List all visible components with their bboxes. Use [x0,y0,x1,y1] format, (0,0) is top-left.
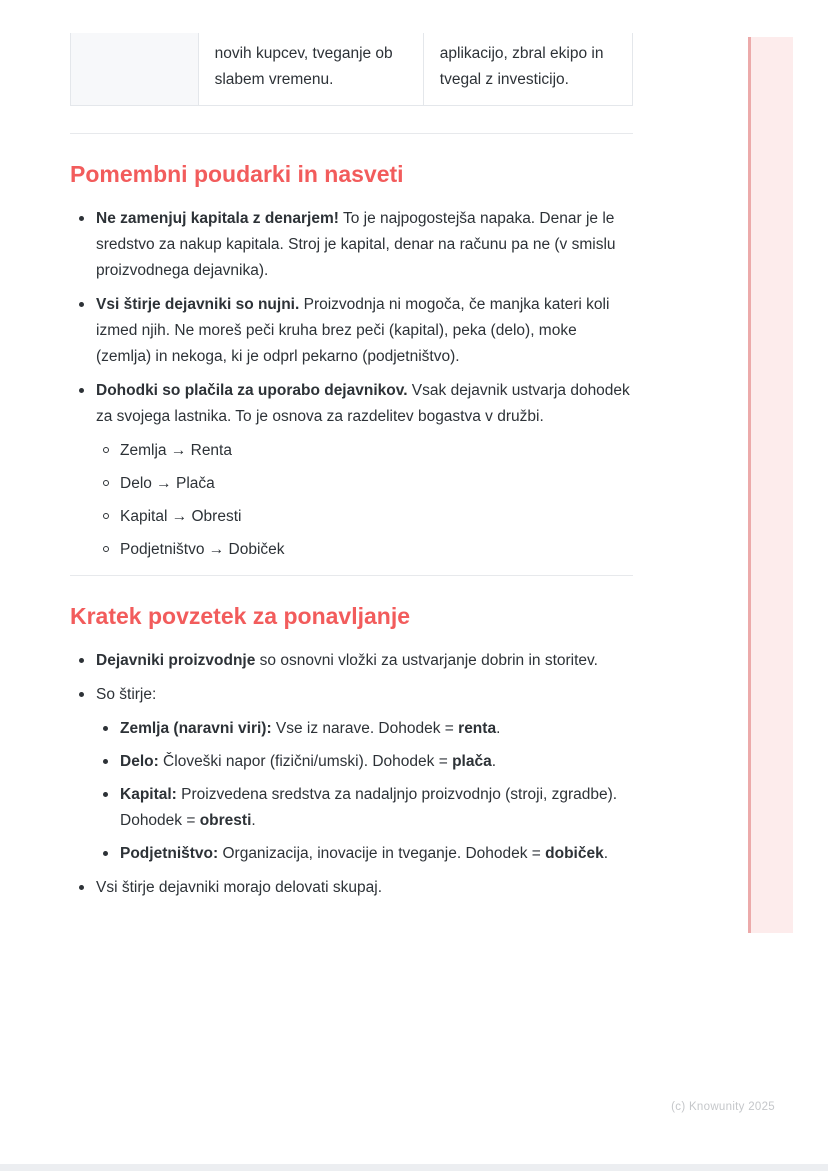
list-item [70,875,633,901]
list-item-text: Kapital → Obresti [120,508,242,525]
list-item [70,682,633,867]
section-title: Pomembni poudarki in nasveti [70,161,404,187]
list-item [96,716,633,742]
copyright-notice: (c) Knowunity 2025 [671,1101,775,1113]
list-item [96,471,633,497]
bullet-icon [103,759,108,764]
bullet-list [70,648,633,901]
list-item-text: Podjetništvo: Organizacija, inovacije in tveganje. Dohodek = dobiček. [120,845,609,862]
bullet-icon [103,851,108,856]
table-cell: aplikacijo, zbral ekipo in tvegal z investicijo. [423,33,632,105]
bullet-icon [103,792,108,797]
bullet-icon [103,726,108,731]
bullet-icon [79,302,84,307]
table-fragment [70,33,633,106]
list-item [96,749,633,775]
list-item [70,648,633,674]
list-item-text: Vsi štirje dejavniki so nujni. Proizvodnja ni mogoča, če manjka kateri koli izmed njih. Ne moreš peči kruha brez peči (kapital), peka (delo), moke (zemlja) in nekoga, ki je odprl pekarno (podjetništvo). [96,296,610,365]
list-item [96,841,633,867]
sub-bullet-list [96,438,633,563]
circle-bullet-icon [103,480,109,486]
section-highlights [70,160,633,563]
page-bottom-edge [0,1164,828,1171]
document-content [70,0,633,909]
list-item [96,537,633,563]
list-item [70,206,633,284]
list-item-text: Zemlja (naravni viri): Vse iz narave. Dohodek = renta. [120,720,501,737]
section-divider [70,133,633,134]
bullet-icon [79,216,84,221]
sub-bullet-list [96,716,633,867]
list-item-text: Dejavniki proizvodnje so osnovni vložki za ustvarjanje dobrin in storitev. [96,652,598,669]
scroll-indicator[interactable] [748,37,793,933]
list-item-text: Delo: Človeški napor (fizični/umski). Dohodek = plača. [120,753,497,770]
section-summary [70,602,633,901]
list-item-text: Ne zamenjuj kapitala z denarjem! To je najpogostejša napaka. Denar je le sredstvo za nakup kapitala. Stroj je kapital, denar na računu pa ne (v smislu proizvodnega dejavnika). [96,210,616,279]
bullet-icon [79,658,84,663]
bullet-icon [79,388,84,393]
list-item [70,292,633,370]
bullet-icon [79,692,84,697]
list-item [96,438,633,464]
circle-bullet-icon [103,447,109,453]
circle-bullet-icon [103,546,109,552]
list-item-text: So štirje: [96,686,157,703]
list-item-text: Zemlja → Renta [120,442,232,459]
list-item-text: Vsi štirje dejavniki morajo delovati skupaj. [96,879,383,896]
list-item [96,504,633,530]
list-item [96,782,633,834]
list-item-text: Delo → Plača [120,475,215,492]
section-title: Kratek povzetek za ponavljanje [70,603,411,629]
list-item-text: Kapital: Proizvedena sredstva za nadaljnjo proizvodnjo (stroji, zgradbe). Dohodek = obresti. [120,786,618,829]
list-item [70,378,633,563]
list-item-text: Podjetništvo → Dobiček [120,541,285,558]
table-cell-empty [71,33,198,105]
circle-bullet-icon [103,513,109,519]
list-item-text: Dohodki so plačila za uporabo dejavnikov. Vsak dejavnik ustvarja dohodek za svojega lastnika. To je osnova za razdelitev bogastva v družbi. [96,382,630,425]
table-cell: novih kupcev, tveganje ob slabem vremenu. [198,33,423,105]
section-divider [70,575,633,576]
bullet-list [70,206,633,563]
bullet-icon [79,885,84,890]
